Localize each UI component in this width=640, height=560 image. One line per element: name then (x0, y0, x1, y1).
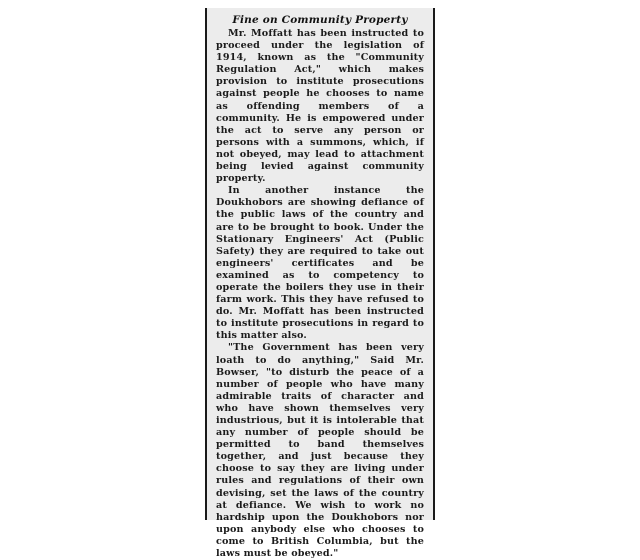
article-paragraph-3: "The Government has been very loath to do anything," Said Mr. Bowser, "to disturb the peace of a number of people who have many admirable traits of character and who have shown themselves very industrious, but it is intolerable that any number of people should be permitted to band themselves together, and just because they choose to say they are living under rules and regulations of their own devising, set the laws of the country at defiance. We wish to work no hardship upon the Doukhobors nor upon anybody else who chooses to come to British Columbia, but the laws must be obeyed." (216, 342, 424, 560)
article-paragraph-1: Mr. Moffatt has been instructed to proceed under the legislation of 1914, known as the "Community Regulation Act," which makes provision to institute prosecutions against people he chooses to name as offending members of a community. He is empowered under the act to serve any person or persons with a summons, which, if not obeyed, may lead to attachment being levied against community property. (216, 28, 424, 185)
article-headline: Fine on Community Property (232, 14, 408, 26)
article-paragraph-2: In another instance the Doukhobors are showing defiance of the public laws of the country and are to be brought to book. Under the Stationary Engineers' Act (Public Safety) they are required to take out engineers' certificates and be examined as to competency to operate the boilers they use in their farm work. This they have refused to do. Mr. Moffatt has been instructed to institute prosecutions in regard to this matter also. (216, 185, 424, 342)
newspaper-clipping (205, 8, 435, 560)
